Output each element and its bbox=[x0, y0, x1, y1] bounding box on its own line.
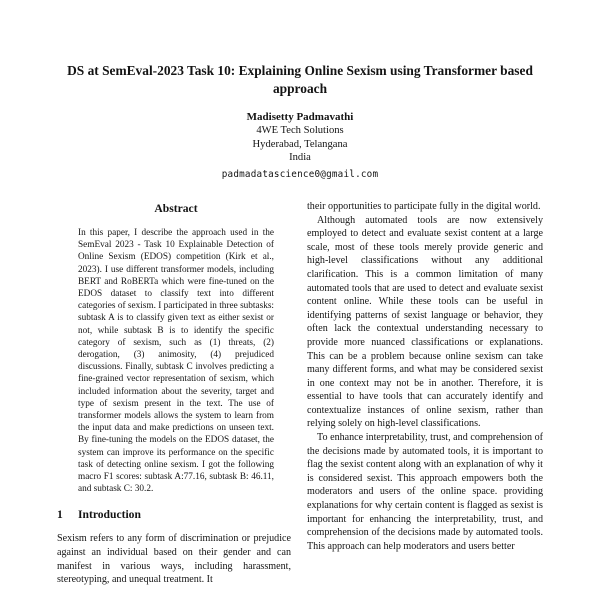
abstract-body: In this paper, I describe the approach used in the SemEval 2023 - Task 10 Explainable Detection of Online Sexism (EDOS) competition (Kirk et al., 2023). I use different transformer models, including BERT and RoBERTa which were fine-tuned on the EDOS dataset to classify text into different categories of sexism. I participated in three subtasks: subtask A is to classify given text as either sexist or not, while subtask B is to identify the specific category of sexism, such as (1) threats, (2) derogation, (3) animosity, (4) prejudiced discussions. Finally, subtask C involves predicting a fine-grained vector representation of sexism, which included information about the severity, target and type of sexism present in the text. The use of transformer models allows the system to learn from the input data and make predictions on unseen text. By fine-tuning the models on the EDOS dataset, the system can improve its performance on the specific task of detecting online sexism. I got the following macro F1 scores: subtask A:77.16, subtask B: 46.11, and subtask C: 30.2. bbox=[78, 227, 274, 495]
paragraph: Although automated tools are now extensively employed to detect and evaluate sexist content at a large scale, most of these tools merely provide generic and high-level classifications without any additional clarification. This is a common limitation of many automated tools that are used to detect and evaluate sexist content online. While these tools can be useful in identifying patterns of sexist language or behavior, they often lack the contextual understanding necessary to provide more nuanced classifications or explanations. This can be a problem because online sexism can take many different forms, and what may be considered sexist in one context may not be in another. Therefore, it is essential to have tools that can accurately identify and contextualize instances of online sexism, rather than relying solely on high-level classifications. bbox=[307, 214, 543, 430]
column-right bbox=[307, 200, 543, 587]
page-title: DS at SemEval-2023 Task 10: Explaining Online Sexism using Transformer based approach bbox=[67, 63, 533, 96]
section-number: 1 bbox=[57, 508, 63, 522]
paragraph: To enhance interpretability, trust, and comprehension of the decisions made by automated tools, it is important to flag the sexist content along with an explanation of why it is considered sexist. This approach empowers both the moderators and users of the online space. providing explanations for why certain content is flagged as sexist is important for enhancing the interpretability, trust, and comprehension of the decisions made by automated tools. This approach can help moderators and users better bbox=[307, 432, 543, 552]
abstract-heading: Abstract bbox=[154, 201, 198, 215]
section-heading-introduction bbox=[57, 508, 291, 522]
paper-header bbox=[0, 0, 600, 181]
introduction-paragraph bbox=[57, 532, 291, 586]
affiliation-line: Hyderabad, Telangana bbox=[252, 138, 348, 150]
author-name: Madisetty Padmavathi bbox=[246, 111, 354, 124]
two-column-body bbox=[0, 200, 600, 587]
paragraph: Sexism refers to any form of discrimination or prejudice against an individual based on their gender and can manifest in various ways, including harassment, stereotyping, and unequal treatment. It bbox=[57, 533, 291, 586]
affiliation-line: 4WE Tech Solutions bbox=[256, 125, 344, 137]
affiliation-line: India bbox=[289, 152, 311, 164]
column-left bbox=[57, 200, 291, 587]
paragraph: their opportunities to participate fully in the digital world. bbox=[307, 200, 541, 212]
author-email: padmadatascience0@gmail.com bbox=[221, 168, 379, 180]
right-column-text bbox=[307, 200, 543, 553]
section-title: Introduction bbox=[78, 508, 141, 522]
